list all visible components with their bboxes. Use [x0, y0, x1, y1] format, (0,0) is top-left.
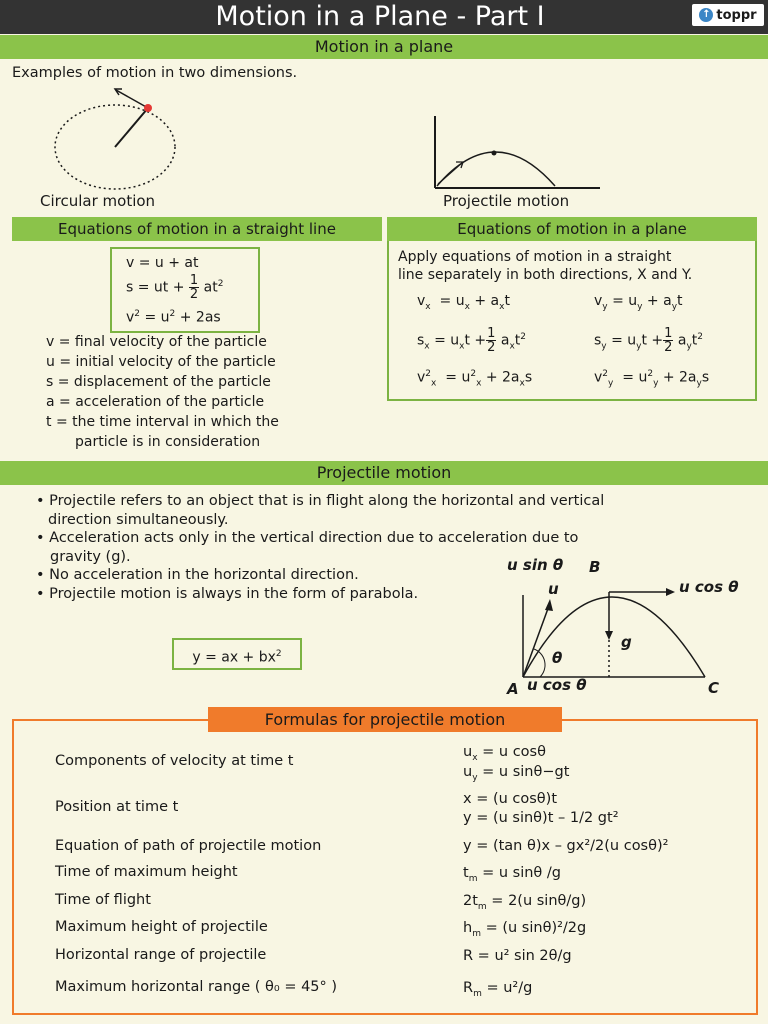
bullet-item: • Projectile refers to an object that is in flight along the horizontal and vertical — [36, 493, 605, 509]
label-u-cos-theta-bottom: u cos θ — [527, 676, 587, 694]
logo-text: toppr — [716, 7, 757, 23]
bullet-item: • Projectile motion is always in the form of parabola. — [36, 585, 419, 602]
definition-item: v = final velocity of the particle — [46, 334, 267, 350]
bullet-item: • No acceleration in the horizontal direction. — [36, 567, 359, 583]
equation-s: s = ut + $\frac{1}{2}$ $at^2$ — [126, 273, 224, 302]
formula-label-time-of-flight: Time of flight — [55, 892, 151, 908]
formula-value-time-of-flight: $2t_m = 2(u$ sinθ/g) — [463, 893, 587, 912]
label-u-sin-theta: u sin θ — [507, 556, 564, 574]
equation-v-squared: $v^2 = u^2 + 2as$ — [126, 309, 221, 326]
straight-line-header: Equations of motion in a straight line — [12, 217, 382, 241]
formula-label-path: Equation of path of projectile motion — [55, 838, 322, 854]
formulas-header: Formulas for projectile motion — [208, 707, 562, 732]
equation-sy: $s_y = u_yt$ + $\frac{1}{2}$ $a_yt^2$ — [594, 326, 704, 355]
definition-item: t = the time interval in which the — [46, 414, 279, 430]
formula-value-x-position: x = (u cosθ)t — [463, 791, 558, 807]
formula-label-max-height: Maximum height of projectile — [55, 919, 268, 935]
label-gravity-g: g — [621, 633, 632, 651]
section-motion-in-plane-header: Motion in a plane — [0, 35, 768, 59]
formula-value-uy: $u_y = u$ sinθ−gt — [463, 764, 570, 783]
bullet-item: • Acceleration acts only in the vertical direction due to acceleration due to — [36, 530, 579, 546]
formula-value-ux: $u_x = u$ cosθ — [463, 744, 546, 763]
variable-definitions — [46, 332, 279, 452]
formula-value-time-max-height: $t_m = u$ sinθ /g — [463, 865, 561, 884]
label-u-cos-theta-top: u cos θ — [679, 578, 739, 596]
bullet-item: direction simultaneously. — [48, 511, 229, 528]
equation-v: v = u + at — [126, 255, 199, 271]
label-velocity-u: u — [548, 580, 559, 598]
parabola-equation-box: y = ax + $bx^2$ — [172, 638, 302, 670]
equation-vy-squared: $v^2_y = u^2_y + 2a_ys$ — [594, 369, 710, 389]
page-title: Motion in a Plane - Part I — [215, 1, 545, 32]
label-point-b: B — [589, 558, 601, 576]
projectile-motion-diagram — [430, 112, 605, 192]
bullet-item: gravity (g). — [50, 548, 131, 565]
toppr-logo — [692, 4, 764, 26]
formula-label-max-range: Maximum horizontal range ( θ₀ = 45° ) — [55, 979, 338, 995]
equation-vx: $v_x = u_x + a_xt$ — [417, 293, 510, 312]
formula-value-path: y = (tan θ)x – gx²/2(u cosθ)² — [463, 838, 669, 854]
formula-label-position: Position at time t — [55, 799, 179, 815]
plane-equations-box — [387, 217, 757, 401]
equation-sx: $s_x = u_xt$ + $\frac{1}{2}$ $a_xt^2$ — [417, 326, 527, 355]
arrow-up-icon: ↑ — [699, 8, 713, 22]
plane-intro-line1: Apply equations of motion in a straight — [398, 249, 672, 265]
definition-item: particle is in consideration — [75, 434, 261, 450]
formula-label-time-max-height: Time of maximum height — [55, 864, 238, 880]
label-point-a: A — [507, 680, 519, 698]
definition-item: u = initial velocity of the particle — [46, 354, 276, 370]
formula-label-velocity-components: Components of velocity at time t — [55, 753, 294, 769]
formula-value-horizontal-range: R = u² sin 2θ/g — [463, 948, 572, 964]
projectile-motion-label: Projectile motion — [443, 192, 570, 210]
circular-motion-label: Circular motion — [40, 192, 156, 210]
examples-intro: Examples of motion in two dimensions. — [12, 65, 298, 81]
formula-value-max-height: $h_m = (u$ sinθ)²/2g — [463, 920, 587, 939]
projectile-motion-header: Projectile motion — [0, 461, 768, 485]
definition-item: s = displacement of the particle — [46, 374, 271, 390]
plane-intro-line2: line separately in both directions, X and Y. — [398, 267, 693, 283]
formula-value-max-range: $R_m = u^2/g$ — [463, 980, 533, 999]
equation-vy: $v_y = u_y + a_yt$ — [594, 293, 683, 312]
definition-item: a = acceleration of the particle — [46, 394, 265, 410]
plane-equations-header: Equations of motion in a plane — [387, 217, 757, 241]
formula-value-y-position: y = (u sinθ)t – 1/2 gt² — [463, 810, 619, 826]
fraction-half: $\frac{1}{2}$ — [189, 273, 199, 302]
circular-motion-diagram — [40, 80, 200, 190]
equation-vx-squared: $v^2_x = u^2_x + 2a_xs$ — [417, 369, 533, 389]
formula-label-horizontal-range: Horizontal range of projectile — [55, 947, 267, 963]
label-point-c: C — [708, 679, 720, 697]
straight-line-equations-box — [110, 247, 260, 333]
label-angle-theta: θ — [552, 649, 563, 667]
